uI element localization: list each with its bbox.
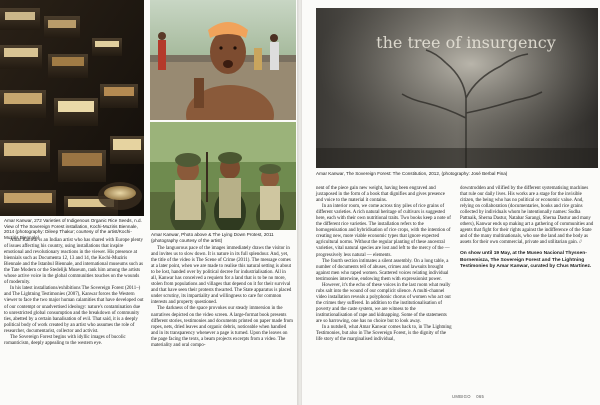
col3-paragraph: In an interior room, we come across tiny piles of rice grains of different varieties. A rich natural heritage of cultivars is suggested here, each with their own nutritional traits. Two books keep a note of the different rice varieties. The installation refers to the homogenisation and hybridisation of rice crops, with the intention of creating new, more viable economic types that ignore expected agricultural norms. Without the regular planting of these ancestral varieties, vital natural species are lost and left to the mercy of the — progressively less natural — elements. — [316, 204, 451, 258]
caption-rice-seeds: Amar Kanwar, 272 Varieties of Indigenous Organic Rice Seeds, n.d. View of The Sovereign Forest installation, Kochi-Muziris Biennale, 2014 (photography: Dileep Thakur; courtesy of the artist/Kochi-Muziris Biennale) — [4, 218, 142, 240]
show-info: On show until 19 May, at the Museo Nacional Thyssen-Bornemisza, The Sovereign Forest and The Lightning Testimonies by Amar Kanwar, curated by Chus Martínez. — [460, 251, 592, 269]
photo-lying-down-protest — [150, 122, 296, 230]
rice-seeds-image — [0, 0, 144, 216]
text-column-2 — [151, 246, 293, 349]
left-page — [0, 0, 298, 405]
col1-paragraph: The Sovereign Forest begins with idyllic images of bucolic romanticism, deeply appealing to the western eye. — [4, 334, 126, 346]
col3-paragraph: The fourth section intimates a silent assembly. On a long table, a number of documents tell of abuses, crimes and lawsuits brought against men who raped women. Scattered voices relating individual testimonies interwine, endowing them with expressionist power. — [316, 258, 449, 282]
col4-paragraph: downtrodden and vilified by the different systematising machines that rule our daily lives. His works are a stage for the invisible citizen, the being who has no political or economic value. And, relying on collaboration (documentaries, books and rice grains collected by individuals whom he intentionally names: Sudha Pattnaik, Sherna Dastur, Natabar Sarangi, Sherna Dastur and many others), Kanwar ends up making art a gathering of communities and agents that fight for their rights against the indifference of the State and of the many multinationals, who use the land and the body as assets for their own commercial, private and utilitarian gain. // — [460, 186, 594, 246]
tree-title-label: the tree of insurgency — [376, 33, 556, 52]
col3-paragraph: nent of the piece gain new weight, having been engraved and juxtaposed in the form of a book that dignifies and gives presence and voice to the material it contains. — [316, 186, 445, 204]
col1-paragraph: In his latest installations/exhibitions The Sovereign Forest (2011–) and The Lightning Testimonies (2007), Kanwar forces the Western viewer to face the two major human calamities that have developed out of our contempt or unadvertised ideology: nature's contamination due to unrestricted global consumption and the breakdown of community ties, abetted by a certain banalisation of evil. That said, it is a deeply political body of work created by an artist who assumes the role of researcher, documentarist, collector and activist. — [4, 286, 144, 334]
caption-tree-of-insurgency: Amar Kanwar, The Sovereign Forest: The Constitution, 2012, (photography: José Berbal Pina) — [316, 171, 508, 176]
page-number: 065 — [476, 394, 485, 399]
protest-man-image — [150, 0, 296, 120]
caption-lying-down-protest: Amar Kanwar, Photo above & The Lying Down Protest, 2011 (photography courtesy of the artist) — [151, 232, 274, 243]
photo-tree-of-insurgency — [316, 8, 598, 168]
col3-paragraph: In a nutshell, what Amar Kanwar comes back to, in The Lightning Testimonies, but also in The Sovereign Forest, is the dignity of the life story of the marginalised individual, — [316, 325, 452, 343]
photo-rice-seeds-installation — [0, 0, 144, 216]
col2-paragraph: The darkness of the space provokes our steady immersion in the narratives depicted on the video screen. A large-format book presents different stories, testimonies and documents printed on paper made from ropes, nets, dried leaves and organic debris, noticeable when handled and in its transparency whenever a page is turned. Upon the leaves on the page facing the texts, a beam projects excerpts from a video. The materiality and oral compo- — [151, 306, 293, 348]
page-footer — [452, 394, 484, 399]
text-column-3 — [316, 186, 452, 343]
col2-paragraph: The languorous pace of the images immediately draws the visitor in and invites us to slow down. It is nature in its full splendour. And, yet, the title of the video is The Scene of Crime (2011). The message comes at a later point, when we are made to realise this natural setting is about to be lost, handed over by political decree for industrialisation. All in all, Kanwar has conceived a requiem for a land that is to be no more, stolen from populations and villages that depend on it for their survival and that have seen their protests thwarted. The State apparatus is placed under scrutiny, its impartiality and willingness to care for common interests and property questioned. — [151, 246, 292, 306]
photo-protest-man — [150, 0, 296, 120]
right-page — [302, 0, 600, 405]
tree-of-insurgency-image — [316, 8, 598, 168]
text-column-1 — [4, 238, 144, 347]
col1-paragraph: Amar Kanwar is an Indian artist who has shared with Europe plenty of issues affecting his country, using installations that inspire emotional and revolutionary reactions in the viewer. His presence at biennials such as Documenta 12, 13 and 14, the Kochi-Muziris Biennale and the Istanbul Biennale, and international museums such as the Tate Modern or the Stedelijk Museum, rank him among the artists whose active voice in the global communities touches on the wounds of modernity. — [4, 238, 144, 286]
magazine-name: UMBIGO — [452, 394, 471, 399]
col3-paragraph: However, it's the echo of these voices in the last room what really rubs salt into the wound of our complicit silence. A multi-channel video installation reveals a polyphonic chorus of women who act out the crimes they suffered. In addition to the institutionalisation of poverty and the caste system, we are witness to the institutionalisation of rape and kidnapping. Some of the statements are so harrowing, one has no choice but to look away. — [316, 282, 451, 325]
lying-down-protest-image — [150, 122, 296, 230]
text-column-4 — [460, 186, 596, 270]
